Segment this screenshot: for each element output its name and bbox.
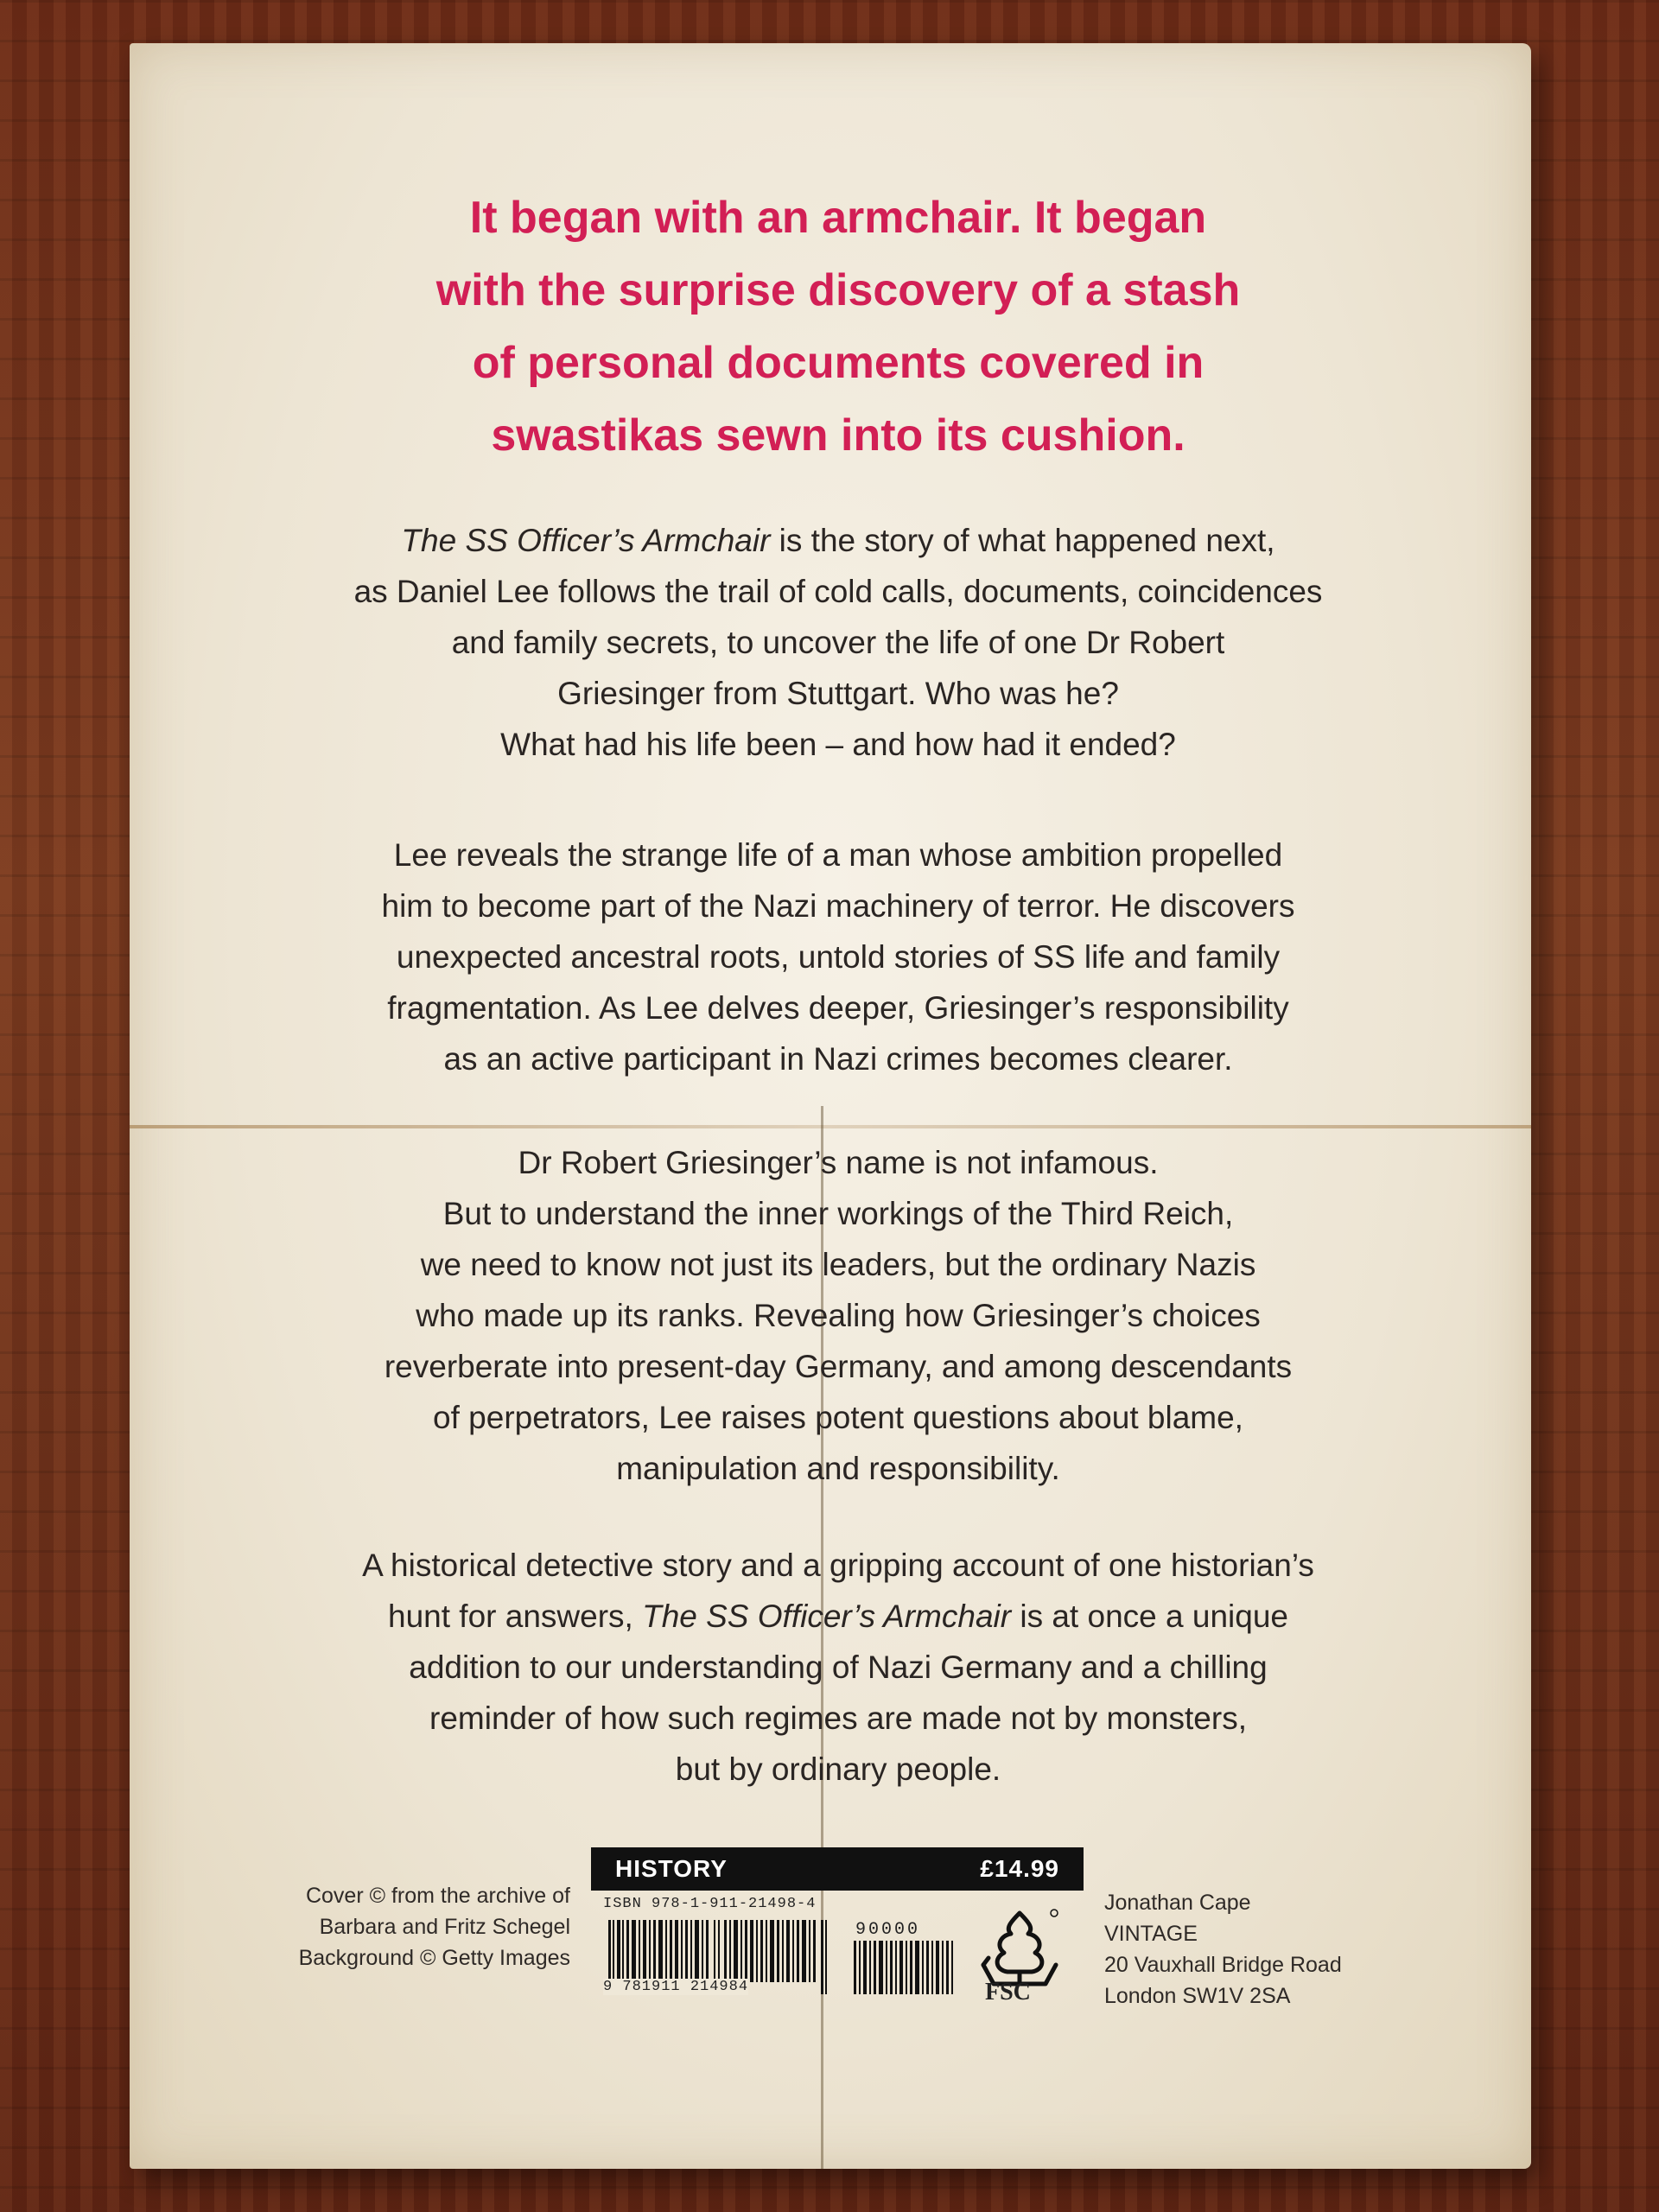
publisher-address: [1104, 1887, 1415, 2012]
blurb-text: hunt for answers,: [388, 1599, 643, 1634]
blurb-line: addition to our understanding of Nazi Germany and a chilling: [409, 1649, 1268, 1685]
credit-line: Cover © from the archive of: [305, 1884, 570, 1908]
blurb-text: is the story of what happened next,: [770, 523, 1275, 558]
price-label: £14.99: [980, 1855, 1059, 1882]
publisher-line: 20 Vauxhall Bridge Road: [1104, 1953, 1342, 1977]
blurb-line: unexpected ancestral roots, untold stories of SS life and family: [396, 939, 1281, 975]
image-credits: [242, 1880, 570, 1974]
book-title: The SS Officer’s Armchair: [401, 523, 771, 558]
blurb-line: Lee reveals the strange life of a man whose ambition propelled: [393, 837, 1283, 873]
blurb-line: who made up its ranks. Revealing how Griesinger’s choices: [416, 1298, 1261, 1333]
blurb-text: is at once a unique: [1011, 1599, 1288, 1634]
tagline: [328, 181, 1348, 472]
addon-digits: 90000: [855, 1920, 921, 1940]
tagline-line: with the surprise discovery of a stash: [435, 265, 1241, 315]
blurb-line: Griesinger from Stuttgart. Who was he?: [557, 676, 1119, 711]
blurb-paragraph-1: [251, 515, 1426, 770]
blurb-paragraph-3: [251, 1137, 1426, 1494]
barcode-digits: 9 781911 214984: [603, 1979, 749, 1995]
blurb-line: reminder of how such regimes are made not by monsters,: [429, 1700, 1247, 1736]
blurb-line: manipulation and responsibility.: [616, 1451, 1060, 1486]
category-price-bar: [591, 1847, 1084, 1891]
book-title: The SS Officer’s Armchair: [642, 1599, 1012, 1634]
credit-line: Barbara and Fritz Schegel: [319, 1915, 570, 1939]
blurb-line: and family secrets, to uncover the life of one Dr Robert: [451, 625, 1225, 660]
blurb-line: Dr Robert Griesinger’s name is not infamous.: [518, 1145, 1159, 1180]
blurb-line: as Daniel Lee follows the trail of cold calls, documents, coincidences: [353, 574, 1323, 609]
blurb-paragraph-4: [251, 1540, 1426, 1795]
fsc-label: FSC: [985, 1979, 1031, 2005]
blurb-line: [251, 1591, 1426, 1642]
blurb-line: fragmentation. As Lee delves deeper, Griesinger’s responsibility: [387, 990, 1289, 1026]
tagline-line: of personal documents covered in: [472, 338, 1205, 388]
blurb-line: as an active participant in Nazi crimes becomes clearer.: [443, 1041, 1233, 1077]
isbn-text: ISBN 978-1-911-21498-4: [603, 1896, 817, 1912]
cover-crease: [130, 1125, 1531, 1128]
blurb-line: But to understand the inner workings of the Third Reich,: [442, 1196, 1234, 1231]
blurb-line: What had his life been – and how had it ended?: [500, 727, 1176, 762]
credit-line: Background © Getty Images: [298, 1946, 570, 1970]
price-addon-barcode: [852, 1941, 956, 1994]
publisher-line: London SW1V 2SA: [1104, 1984, 1291, 2008]
blurb-line: him to become part of the Nazi machinery of terror. He discovers: [381, 888, 1295, 924]
blurb-line: reverberate into present-day Germany, and among descendants: [384, 1349, 1293, 1384]
blurb-line: [251, 515, 1426, 566]
tagline-line: swastikas sewn into its cushion.: [491, 410, 1185, 461]
blurb-line: of perpetrators, Lee raises potent questions about blame,: [433, 1400, 1243, 1435]
blurb-paragraph-2: [251, 830, 1426, 1084]
publisher-line: VINTAGE: [1104, 1922, 1198, 1946]
blurb-line: A historical detective story and a gripping account of one historian’s: [362, 1548, 1314, 1583]
blurb-line: but by ordinary people.: [675, 1751, 1001, 1787]
blurb-line: we need to know not just its leaders, but the ordinary Nazis: [420, 1247, 1256, 1282]
tagline-line: It began with an armchair. It began: [469, 193, 1207, 243]
category-label: HISTORY: [615, 1855, 728, 1882]
publisher-line: Jonathan Cape: [1104, 1891, 1251, 1915]
